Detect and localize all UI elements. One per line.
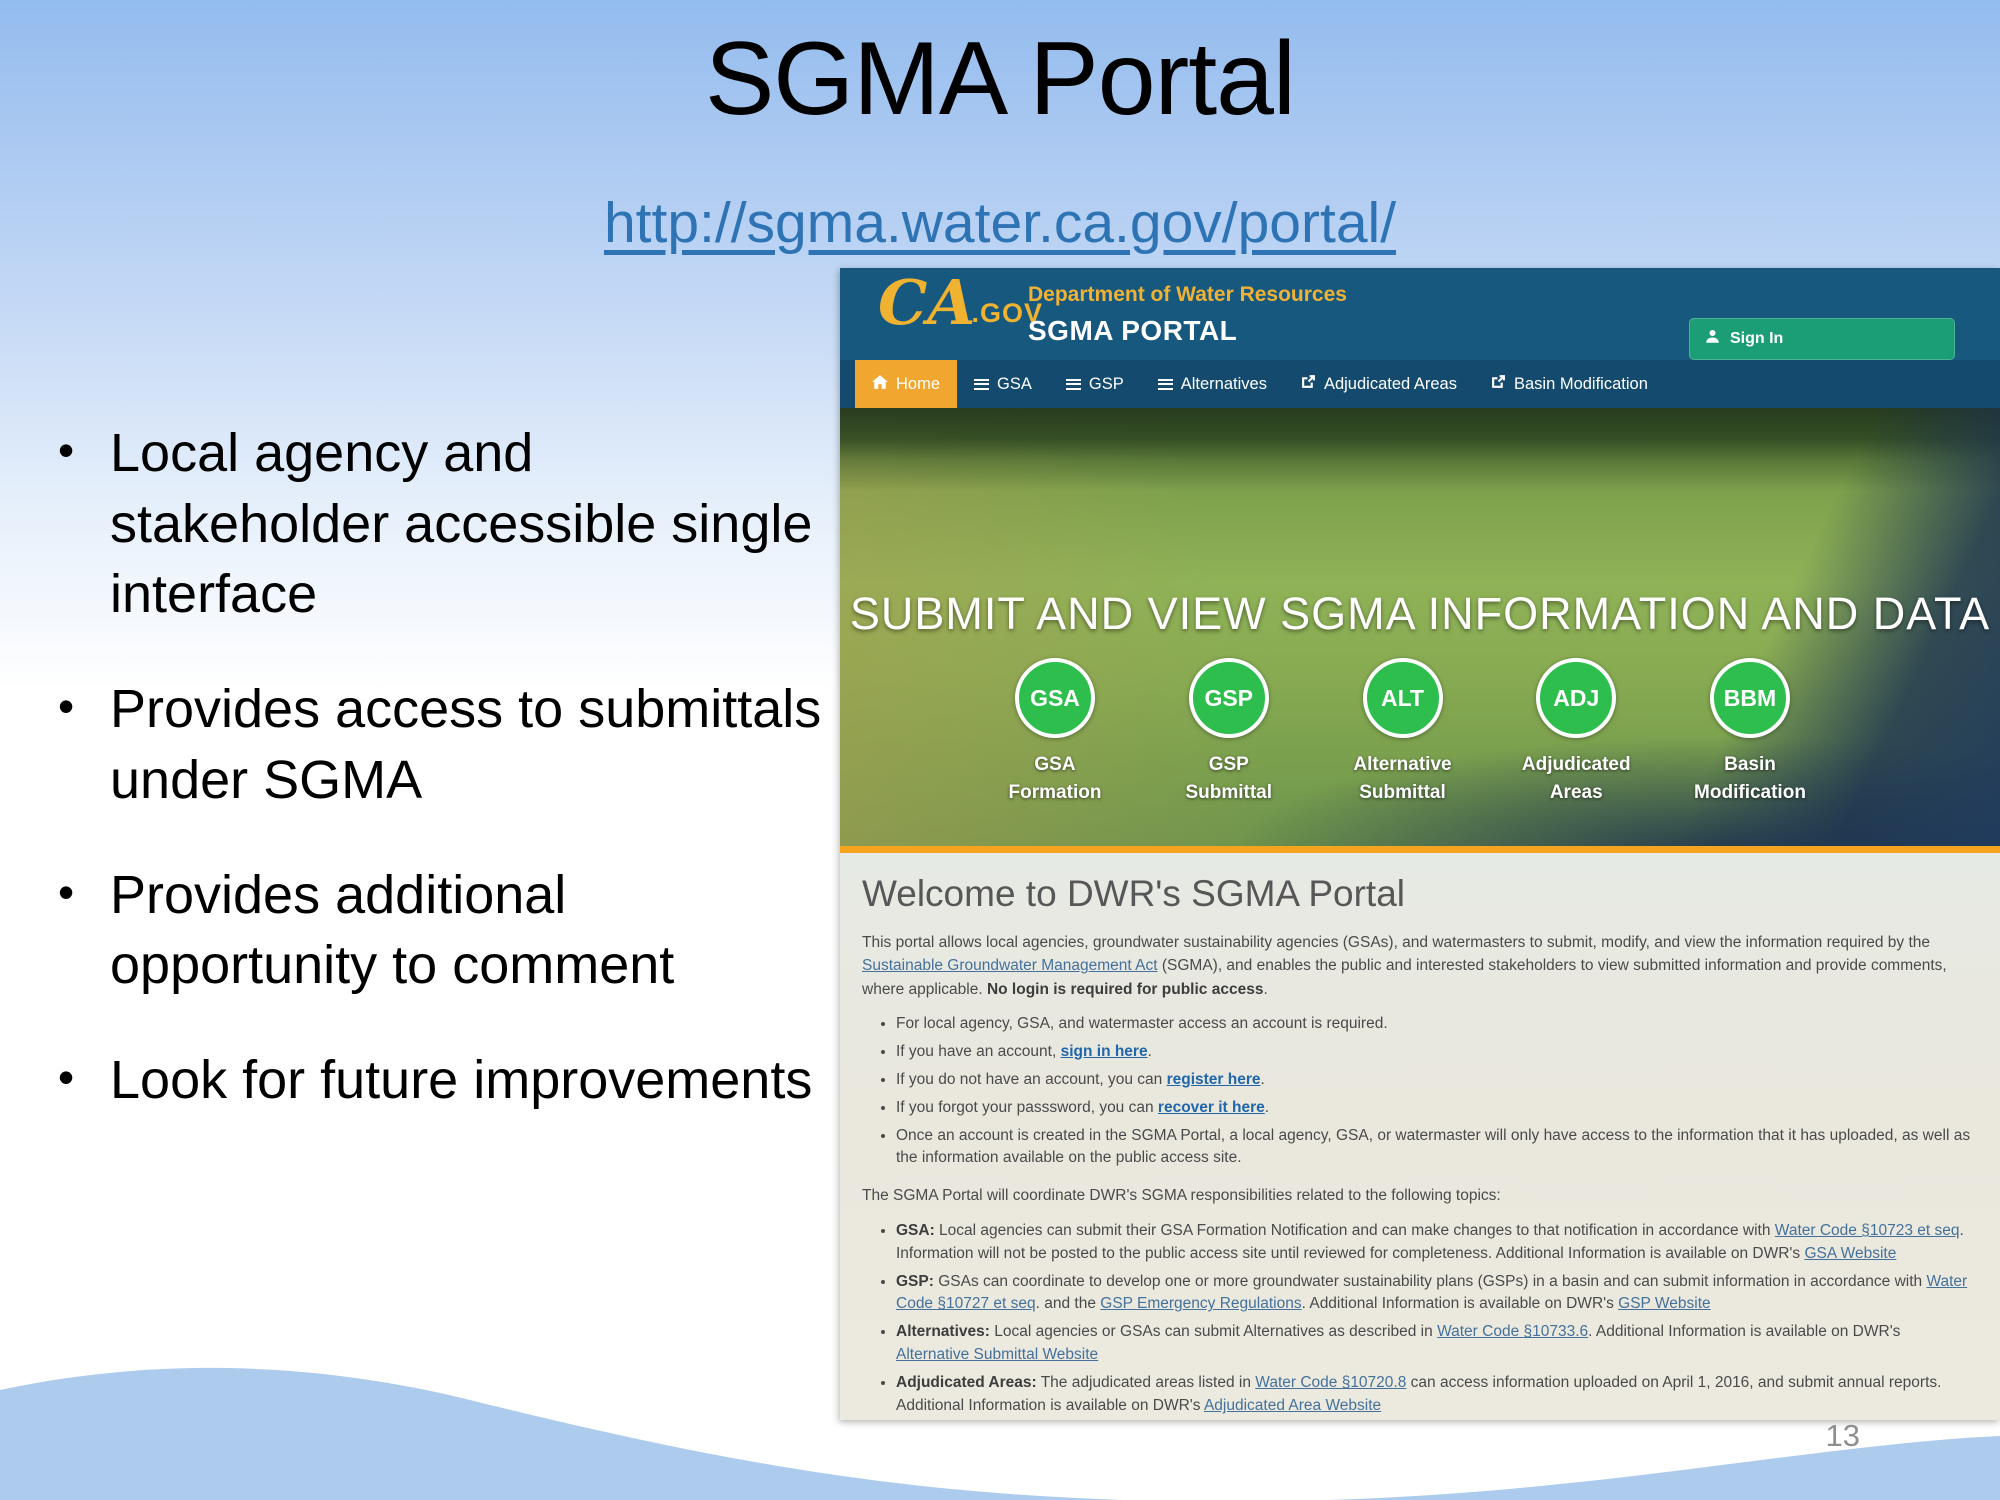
topics-intro: The SGMA Portal will coordinate DWR's SGMA responsibilities related to the following topics: [862,1187,1501,1205]
inline-link[interactable]: sign in here [1060,1042,1148,1060]
page-title: SGMA Portal [704,21,1296,137]
slide-bullet-3: • Provides additional opportunity to comment [52,860,822,1001]
adj-circle[interactable]: ADJ [1536,658,1616,738]
account-bullet-list [896,1013,1974,1171]
bold-text: No login is required for public access [986,980,1264,998]
menu-icon [1158,379,1173,390]
inline-link[interactable]: Water Code §10733.6 [1437,1323,1589,1341]
inline-link[interactable]: Sustainable Groundwater Management Act [862,957,1158,975]
menu-icon [1066,379,1081,390]
nav-item-gsp[interactable]: GSP [1049,360,1141,408]
sign-in-button[interactable] [1689,318,1955,360]
adjudicated-areas-button[interactable]: ADJ Adjudicated Areas [1506,658,1646,806]
topics-bullet-list [896,1220,1974,1419]
bold-text: GSA: [896,1221,935,1239]
slide-bullet-list [52,418,822,1116]
nav-item-alternatives[interactable]: Alternatives [1141,360,1284,408]
home-icon [872,375,888,394]
slide-page-number: 13 [1825,1418,1860,1453]
inline-link[interactable]: Alternative Submittal Website [896,1346,1099,1364]
account-bullet: • For local agency, GSA, and watermaster access an account is required. [896,1013,1974,1036]
gsp-circle[interactable]: GSP [1189,658,1269,738]
gsa-formation-button[interactable]: GSA GSA Formation [985,658,1125,806]
bbm-circle[interactable]: BBM [1710,658,1790,738]
topic-bullet-gsa: • GSA: Local agencies can submit their GSA Formation Notification and can make changes to that notification in accordance with Water Code §10723 et seq. Information will not be posted to the public access site until reviewed for completeness. Additional Information is available on DWR's GSA Website [896,1220,1974,1266]
bold-text: Alternatives: [896,1323,990,1341]
account-bullet: • If you have an account, sign in here. [896,1041,1974,1064]
gsp-submittal-button[interactable]: GSP GSP Submittal [1159,658,1299,806]
ca-logo-script: CA [878,268,976,339]
inline-link[interactable]: register here [1166,1070,1261,1088]
nav-item-basin-modification[interactable]: Basin Modification [1474,360,1665,408]
alternative-submittal-button[interactable]: ALT Alternative Submittal [1333,658,1473,806]
external-link-icon [1301,374,1316,394]
inline-link[interactable]: GSA Website [1804,1244,1897,1262]
sign-in-label: Sign In [1730,330,1784,347]
slide-bullet-2: • Provides access to submittals under SGMA [52,674,822,815]
topic-bullet-gsp: • GSP: GSAs can coordinate to develop one or more groundwater sustainability plans (GSPs) in a basin and can submit information in accordance with Water Code §10727 et seq. and the GSP Emergency Regulations. Additional Information is available on DWR's GSP Website [896,1271,1974,1317]
slide-bullet-1: • Local agency and stakeholder accessible single interface [52,418,822,630]
inline-link[interactable]: GSP Emergency Regulations [1100,1295,1302,1313]
inline-link[interactable]: recover it here [1157,1098,1265,1116]
gsa-circle[interactable]: GSA [1015,658,1095,738]
ca-gov-logo [878,268,1043,339]
portal-nav [840,360,2000,408]
nav-item-home[interactable]: Home [855,360,957,408]
menu-icon [974,379,989,390]
sgma-portal-screenshot [840,268,2000,1420]
welcome-heading: Welcome to DWR's SGMA Portal [862,873,1406,914]
portal-header [840,268,2000,360]
account-bullet: • If you forgot your passsword, you can recover it here. [896,1097,1974,1120]
gov-logo-text: .GOV [971,297,1043,328]
inline-link[interactable]: GSP Website [1618,1295,1711,1313]
basin-modification-button[interactable]: BBM Basin Modification [1680,658,1820,806]
agency-name: Department of Water Resources [1028,283,1347,306]
inline-link[interactable]: Water Code §10723 et seq [1774,1221,1960,1239]
bold-text: Adjudicated Areas: [896,1374,1037,1392]
nav-item-adjudicated-areas[interactable]: Adjudicated Areas [1284,360,1474,408]
portal-url-link[interactable]: http://sgma.water.ca.gov/portal/ [603,191,1397,255]
user-icon [1705,329,1720,349]
inline-link[interactable]: Adjudicated Area Website [1203,1397,1382,1415]
topic-bullet-alternatives: • Alternatives: Local agencies or GSAs can submit Alternatives as described in Water Code §10733.6. Additional Information is available on DWR's Alternative Submittal Website [896,1321,1974,1367]
bold-text: GSP: [896,1272,934,1290]
hero-banner [840,408,2000,846]
account-bullet: • Once an account is created in the SGMA Portal, a local agency, GSA, or watermaster will only have access to the information that it has uploaded, as well as the information available on the public access site. [896,1125,1974,1171]
alt-circle[interactable]: ALT [1363,658,1443,738]
topic-bullet-adjudicated: • Adjudicated Areas: The adjudicated areas listed in Water Code §10720.8 can access information uploaded on April 1, 2016, and submit annual reports. Additional Information is available on DWR's Adjudicated Area Website [896,1372,1974,1418]
inline-link[interactable]: Water Code §10720.8 [1255,1374,1407,1392]
inline-link[interactable]: Water Code §10727 et seq [896,1272,1968,1313]
intro-paragraph: This portal allows local agencies, groundwater sustainability agencies (GSAs), and watermasters to submit, modify, and view the information required by the Sustainable Groundwater Management Act (SGMA), and enables the public and interested stakeholders to view submitted information and provide comments, where applicable. No login is required for public access. [862,934,1947,998]
nav-item-gsa[interactable]: GSA [957,360,1049,408]
slide-bullet-4: • Look for future improvements [52,1045,822,1116]
external-link-icon [1491,374,1506,394]
hero-headline: SUBMIT AND VIEW SGMA INFORMATION AND DATA [849,588,1991,639]
welcome-section [840,853,2000,1420]
hero-button-row [840,640,2000,806]
account-bullet: • If you do not have an account, you can register here. [896,1069,1974,1092]
site-name: SGMA PORTAL [1028,315,1238,346]
orange-separator [840,846,2000,853]
